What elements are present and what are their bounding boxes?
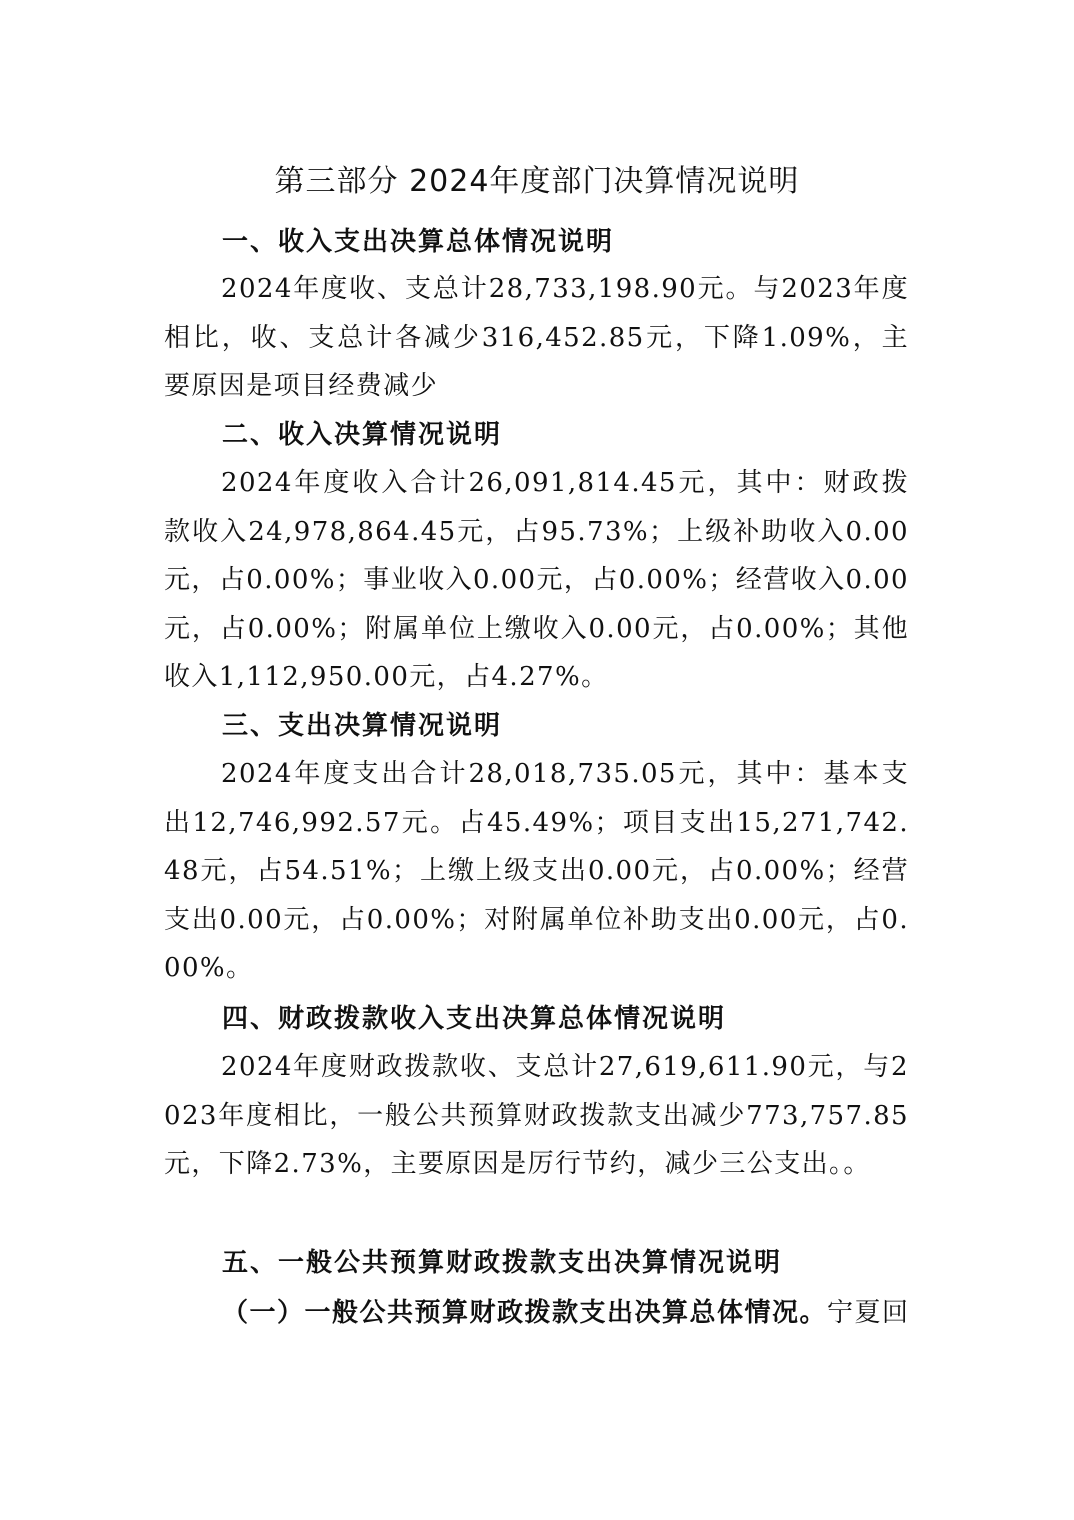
- section-3-body: 2024年度支出合计28,018,735.05元，其中：基本支出12,746,992.57元。占45.49%；项目支出15,271,742.48元，占54.51%；上缴上级支出0.00元，占0.00%；经营支出0.00元，占0.00%；对附属单位补助支出0.00元，占0.00%。: [164, 759, 909, 983]
- section-4-heading: 四、财政拨款收入支出决算总体情况说明: [222, 1004, 727, 1034]
- section-1-body: 2024年度收、支总计28,733,198.90元。与2023年度相比，收、支总计各减少316,452.85元，下降1.09%，主要原因是项目经费减少: [164, 274, 909, 401]
- section-5-heading: 五、一般公共预算财政拨款支出决算情况说明: [222, 1248, 783, 1278]
- subsection-paragraph: [222, 1293, 922, 1333]
- section-2-heading: 二、收入决算情况说明: [222, 420, 503, 450]
- subsection-text: 宁夏回: [827, 1298, 910, 1328]
- section-4-body: 2024年度财政拨款收、支总计27,619,611.90元，与2023年度相比，一般公共预算财政拨款支出减少773,757.85元，下降2.73%，主要原因是厉行节约，减少三公支出。。: [164, 1052, 909, 1179]
- section-3-heading: 三、支出决算情况说明: [222, 711, 503, 741]
- page-title: 第三部分 2024年度部门决算情况说明: [274, 164, 800, 199]
- subsection-heading: （一）一般公共预算财政拨款支出决算总体情况。: [222, 1298, 828, 1328]
- section-1-heading: 一、收入支出决算总体情况说明: [222, 227, 615, 257]
- section-2-body: 2024年度收入合计26,091,814.45元，其中：财政拨款收入24,978,864.45元，占95.73%；上级补助收入0.00元，占0.00%；事业收入0.00元，占0.00%；经营收入0.00元，占0.00%；附属单位上缴收入0.00元，占0.00%；其他收入1,112,950.00元，占4.27%。: [164, 468, 909, 692]
